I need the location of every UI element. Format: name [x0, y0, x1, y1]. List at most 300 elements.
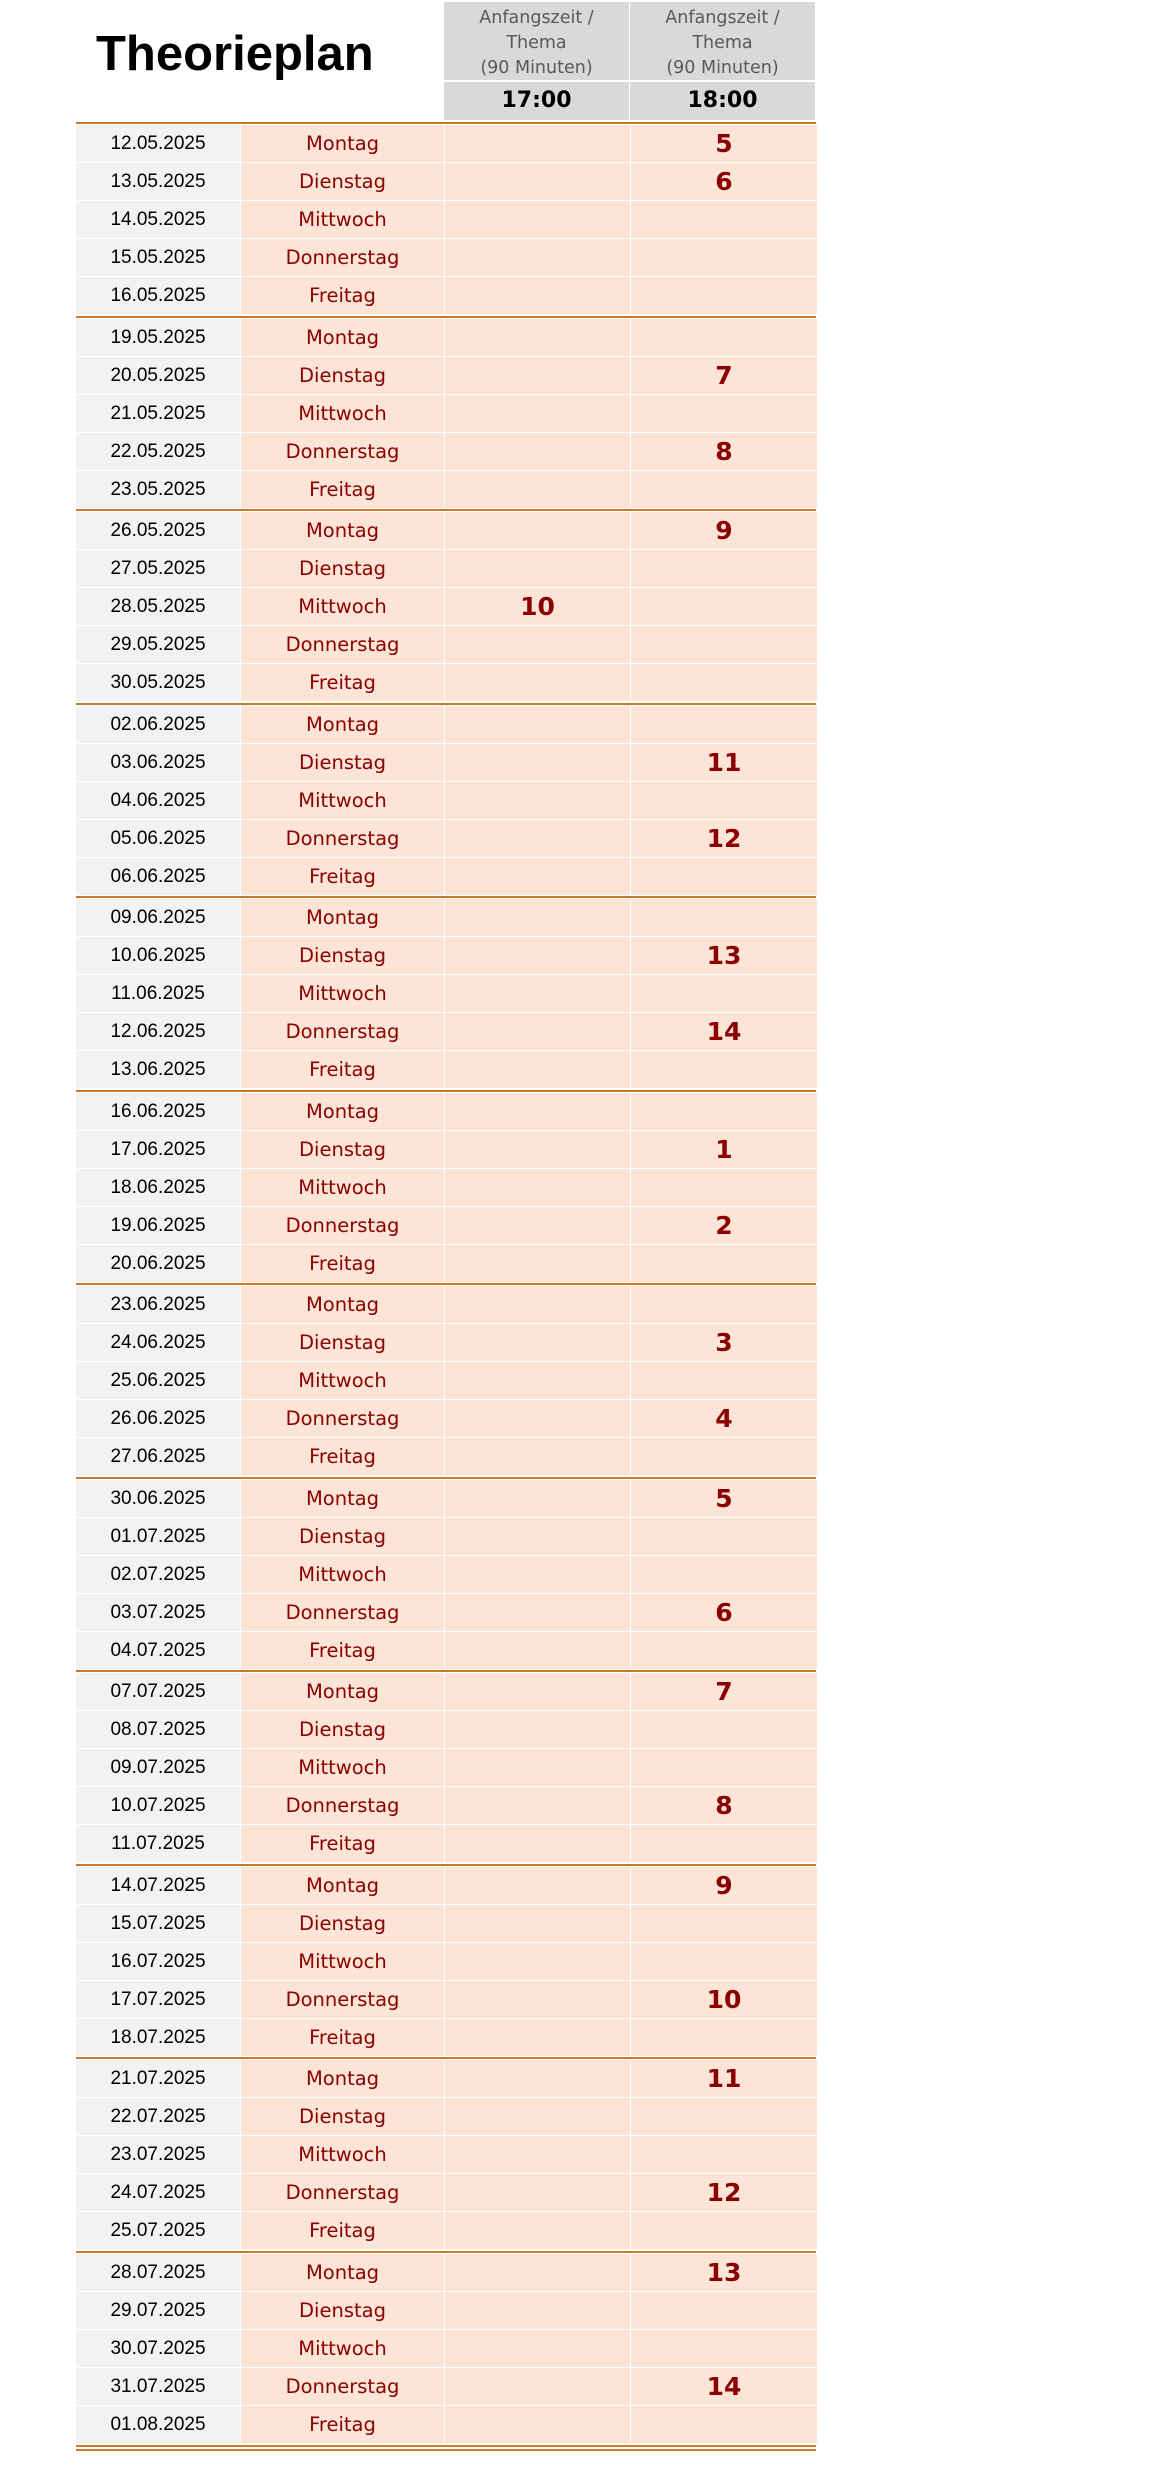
slot-1700-cell[interactable]: [444, 512, 630, 550]
weekday-cell[interactable]: Donnerstag: [240, 433, 444, 471]
slot-1800-cell[interactable]: 14: [630, 1013, 817, 1051]
weekday-cell[interactable]: Montag: [240, 125, 444, 163]
weekday-cell[interactable]: Montag: [240, 2060, 444, 2098]
table-row: [76, 2060, 816, 2098]
table-row: [76, 1825, 816, 1863]
date-cell[interactable]: 11.07.2025: [76, 1825, 240, 1863]
weekday-cell[interactable]: Montag: [240, 1867, 444, 1905]
weekday-cell[interactable]: Mittwoch: [240, 1362, 444, 1400]
slot-1700-cell[interactable]: [444, 201, 630, 239]
slot-1800-cell[interactable]: [630, 899, 817, 937]
slot-1800-cell[interactable]: [630, 1632, 817, 1670]
slot-1800-cell[interactable]: 8: [630, 1787, 817, 1825]
slot-1700-cell[interactable]: [444, 1245, 630, 1283]
column-header-2-line3: (90 Minuten): [666, 58, 779, 78]
date-cell[interactable]: 01.08.2025: [76, 2406, 240, 2444]
date-cell[interactable]: 09.06.2025: [76, 899, 240, 937]
slot-1800-cell[interactable]: [630, 664, 817, 702]
slot-1700-cell[interactable]: [444, 1518, 630, 1556]
table-row: [76, 2292, 816, 2330]
weekday-cell[interactable]: Donnerstag: [240, 626, 444, 664]
table-row: [76, 1324, 816, 1362]
weekday-cell[interactable]: Mittwoch: [240, 1169, 444, 1207]
weekday-cell[interactable]: Montag: [240, 1286, 444, 1324]
week-separator: [76, 1477, 816, 1479]
slot-1700-cell[interactable]: [444, 2368, 630, 2406]
weekday-cell[interactable]: Dienstag: [240, 1711, 444, 1749]
weekday-cell[interactable]: Donnerstag: [240, 1013, 444, 1051]
slot-1700-cell[interactable]: [444, 664, 630, 702]
slot-1700-cell[interactable]: [444, 2174, 630, 2212]
slot-1700-cell[interactable]: [444, 975, 630, 1013]
date-cell[interactable]: 29.07.2025: [76, 2292, 240, 2330]
column-header-1-line1: Anfangszeit /: [479, 8, 594, 28]
slot-1700-cell[interactable]: [444, 1825, 630, 1863]
weekday-cell[interactable]: Freitag: [240, 1438, 444, 1476]
date-cell[interactable]: 21.05.2025: [76, 395, 240, 433]
date-cell[interactable]: 31.07.2025: [76, 2368, 240, 2406]
table-row: [76, 2136, 816, 2174]
week-separator: [76, 509, 816, 511]
slot-1700-cell[interactable]: [444, 239, 630, 277]
slot-1800-cell[interactable]: 5: [630, 1480, 817, 1518]
weekday-cell[interactable]: Dienstag: [240, 357, 444, 395]
date-cell[interactable]: 01.07.2025: [76, 1518, 240, 1556]
date-cell[interactable]: 14.07.2025: [76, 1867, 240, 1905]
table-row: [76, 1013, 816, 1051]
date-cell[interactable]: 06.06.2025: [76, 858, 240, 896]
slot-1700-cell[interactable]: [444, 2330, 630, 2368]
start-time-2[interactable]: 18:00: [630, 82, 815, 120]
date-cell[interactable]: 13.05.2025: [76, 163, 240, 201]
slot-1700-cell[interactable]: [444, 706, 630, 744]
date-cell[interactable]: 24.06.2025: [76, 1324, 240, 1362]
slot-1800-cell[interactable]: [630, 1093, 817, 1131]
date-cell[interactable]: 28.07.2025: [76, 2254, 240, 2292]
table-row: [76, 1632, 816, 1670]
slot-1700-cell[interactable]: [444, 1981, 630, 2019]
table-row: [76, 1556, 816, 1594]
weekday-cell[interactable]: Dienstag: [240, 937, 444, 975]
date-cell[interactable]: 11.06.2025: [76, 975, 240, 1013]
date-cell[interactable]: 21.07.2025: [76, 2060, 240, 2098]
weekday-cell[interactable]: Mittwoch: [240, 1556, 444, 1594]
slot-1800-cell[interactable]: [630, 319, 817, 357]
date-cell[interactable]: 16.06.2025: [76, 1093, 240, 1131]
table-row: [76, 744, 816, 782]
table-row: [76, 125, 816, 163]
weekday-cell[interactable]: Donnerstag: [240, 239, 444, 277]
date-cell[interactable]: 02.07.2025: [76, 1556, 240, 1594]
slot-1800-cell[interactable]: 6: [630, 1594, 817, 1632]
slot-1800-cell[interactable]: [630, 550, 817, 588]
slot-1800-cell[interactable]: 8: [630, 433, 817, 471]
slot-1800-cell[interactable]: [630, 1749, 817, 1787]
table-row: [76, 395, 816, 433]
slot-1800-cell[interactable]: [630, 626, 817, 664]
week-separator: [76, 316, 816, 318]
slot-1700-cell[interactable]: [444, 2136, 630, 2174]
table-row: [76, 1480, 816, 1518]
weekday-cell[interactable]: Dienstag: [240, 1324, 444, 1362]
date-cell[interactable]: 23.06.2025: [76, 1286, 240, 1324]
date-cell[interactable]: 19.05.2025: [76, 319, 240, 357]
table-bottom-border-double: [76, 2449, 816, 2451]
weekday-cell[interactable]: Dienstag: [240, 1518, 444, 1556]
weekday-cell[interactable]: Dienstag: [240, 744, 444, 782]
slot-1700-cell[interactable]: [444, 357, 630, 395]
date-cell[interactable]: 10.06.2025: [76, 937, 240, 975]
slot-1800-cell[interactable]: [630, 277, 817, 315]
weekday-cell[interactable]: Mittwoch: [240, 1943, 444, 1981]
table-row: [76, 2406, 816, 2444]
slot-1800-cell[interactable]: 2: [630, 1207, 817, 1245]
weekday-cell[interactable]: Mittwoch: [240, 2330, 444, 2368]
slot-1700-cell[interactable]: [444, 1632, 630, 1670]
weekday-cell[interactable]: Freitag: [240, 1051, 444, 1089]
table-row: [76, 1594, 816, 1632]
weekday-cell[interactable]: Dienstag: [240, 2292, 444, 2330]
slot-1800-cell[interactable]: [630, 1245, 817, 1283]
week-separator: [76, 1864, 816, 1866]
slot-1700-cell[interactable]: [444, 471, 630, 509]
weekday-cell[interactable]: Freitag: [240, 664, 444, 702]
weekday-cell[interactable]: Freitag: [240, 1245, 444, 1283]
date-cell[interactable]: 20.05.2025: [76, 357, 240, 395]
week-separator: [76, 2251, 816, 2253]
start-time-1[interactable]: 17:00: [444, 82, 629, 120]
slot-1700-cell[interactable]: [444, 1787, 630, 1825]
slot-1800-cell[interactable]: 9: [630, 512, 817, 550]
weekday-cell[interactable]: Dienstag: [240, 550, 444, 588]
weekday-cell[interactable]: Freitag: [240, 2019, 444, 2057]
weekday-cell[interactable]: Mittwoch: [240, 782, 444, 820]
weekday-cell[interactable]: Montag: [240, 319, 444, 357]
table-row: [76, 2174, 816, 2212]
slot-1700-cell[interactable]: [444, 1943, 630, 1981]
table-row: [76, 512, 816, 550]
date-cell[interactable]: 25.07.2025: [76, 2212, 240, 2250]
slot-1700-cell[interactable]: [444, 433, 630, 471]
weekday-cell[interactable]: Montag: [240, 706, 444, 744]
slot-1700-cell[interactable]: [444, 1905, 630, 1943]
weekday-cell[interactable]: Freitag: [240, 277, 444, 315]
slot-1700-cell[interactable]: [444, 937, 630, 975]
weekday-cell[interactable]: Montag: [240, 899, 444, 937]
slot-1800-cell[interactable]: [630, 471, 817, 509]
date-cell[interactable]: 09.07.2025: [76, 1749, 240, 1787]
table-row: [76, 357, 816, 395]
slot-1800-cell[interactable]: [630, 1943, 817, 1981]
weekday-cell[interactable]: Dienstag: [240, 1131, 444, 1169]
slot-1800-cell[interactable]: [630, 588, 817, 626]
slot-1700-cell[interactable]: [444, 1093, 630, 1131]
slot-1800-cell[interactable]: [630, 858, 817, 896]
weekday-cell[interactable]: Freitag: [240, 858, 444, 896]
slot-1700-cell[interactable]: [444, 1594, 630, 1632]
slot-1800-cell[interactable]: [630, 975, 817, 1013]
weekday-cell[interactable]: Donnerstag: [240, 1400, 444, 1438]
slot-1700-cell[interactable]: [444, 163, 630, 201]
slot-1800-cell[interactable]: [630, 1051, 817, 1089]
slot-1800-cell[interactable]: [630, 2406, 817, 2444]
date-cell[interactable]: 18.07.2025: [76, 2019, 240, 2057]
date-cell[interactable]: 25.06.2025: [76, 1362, 240, 1400]
slot-1700-cell[interactable]: [444, 2212, 630, 2250]
date-cell[interactable]: 08.07.2025: [76, 1711, 240, 1749]
table-row: [76, 1905, 816, 1943]
date-cell[interactable]: 05.06.2025: [76, 820, 240, 858]
date-cell[interactable]: 27.06.2025: [76, 1438, 240, 1476]
slot-1700-cell[interactable]: [444, 1438, 630, 1476]
slot-1800-cell[interactable]: 11: [630, 2060, 817, 2098]
slot-1800-cell[interactable]: 11: [630, 744, 817, 782]
week-separator: [76, 1670, 816, 1672]
date-cell[interactable]: 28.05.2025: [76, 588, 240, 626]
weekday-cell[interactable]: Donnerstag: [240, 1981, 444, 2019]
slot-1800-cell[interactable]: [630, 1169, 817, 1207]
slot-1700-cell[interactable]: [444, 2292, 630, 2330]
slot-1800-cell[interactable]: [630, 1825, 817, 1863]
slot-1700-cell[interactable]: [444, 1207, 630, 1245]
slot-1800-cell[interactable]: [630, 2330, 817, 2368]
slot-1800-cell[interactable]: 14: [630, 2368, 817, 2406]
slot-1700-cell[interactable]: [444, 1169, 630, 1207]
table-row: [76, 550, 816, 588]
slot-1800-cell[interactable]: 12: [630, 820, 817, 858]
slot-1800-cell[interactable]: [630, 1518, 817, 1556]
table-row: [76, 1711, 816, 1749]
table-row: [76, 858, 816, 896]
table-row: [76, 1943, 816, 1981]
slot-1800-cell[interactable]: [630, 1905, 817, 1943]
slot-1800-cell[interactable]: 13: [630, 937, 817, 975]
column-header-2[interactable]: [630, 2, 815, 80]
slot-1800-cell[interactable]: 1: [630, 1131, 817, 1169]
slot-1700-cell[interactable]: [444, 1400, 630, 1438]
weekday-cell[interactable]: Donnerstag: [240, 1207, 444, 1245]
weekday-cell[interactable]: Montag: [240, 2254, 444, 2292]
table-row: [76, 1207, 816, 1245]
slot-1800-cell[interactable]: 7: [630, 357, 817, 395]
slot-1700-cell[interactable]: [444, 858, 630, 896]
date-cell[interactable]: 14.05.2025: [76, 201, 240, 239]
weekday-cell[interactable]: Donnerstag: [240, 2174, 444, 2212]
slot-1700-cell[interactable]: [444, 1013, 630, 1051]
date-cell[interactable]: 29.05.2025: [76, 626, 240, 664]
slot-1700-cell[interactable]: [444, 2060, 630, 2098]
date-cell[interactable]: 19.06.2025: [76, 1207, 240, 1245]
date-cell[interactable]: 15.05.2025: [76, 239, 240, 277]
weekday-cell[interactable]: Dienstag: [240, 163, 444, 201]
slot-1800-cell[interactable]: [630, 1556, 817, 1594]
weekday-cell[interactable]: Montag: [240, 1093, 444, 1131]
table-row: [76, 706, 816, 744]
slot-1700-cell[interactable]: [444, 2019, 630, 2057]
date-cell[interactable]: 02.06.2025: [76, 706, 240, 744]
date-cell[interactable]: 22.05.2025: [76, 433, 240, 471]
date-cell[interactable]: 23.07.2025: [76, 2136, 240, 2174]
week-separator: [76, 1090, 816, 1092]
slot-1800-cell[interactable]: 5: [630, 125, 817, 163]
date-cell[interactable]: 24.07.2025: [76, 2174, 240, 2212]
slot-1800-cell[interactable]: [630, 1711, 817, 1749]
week-separator: [76, 703, 816, 705]
weekday-cell[interactable]: Dienstag: [240, 2098, 444, 2136]
table-row: [76, 1169, 816, 1207]
table-row: [76, 471, 816, 509]
slot-1700-cell[interactable]: [444, 1749, 630, 1787]
table-row: [76, 1749, 816, 1787]
slot-1800-cell[interactable]: [630, 201, 817, 239]
column-header-2-line1: Anfangszeit /: [665, 8, 780, 28]
date-cell[interactable]: 03.07.2025: [76, 1594, 240, 1632]
slot-1800-cell[interactable]: [630, 2136, 817, 2174]
slot-1700-cell[interactable]: 10: [444, 588, 630, 626]
slot-1700-cell[interactable]: [444, 899, 630, 937]
slot-1800-cell[interactable]: 6: [630, 163, 817, 201]
date-cell[interactable]: 20.06.2025: [76, 1245, 240, 1283]
slot-1800-cell[interactable]: 13: [630, 2254, 817, 2292]
slot-1800-cell[interactable]: [630, 1286, 817, 1324]
date-cell[interactable]: 12.06.2025: [76, 1013, 240, 1051]
date-cell[interactable]: 10.07.2025: [76, 1787, 240, 1825]
slot-1700-cell[interactable]: [444, 1131, 630, 1169]
slot-1800-cell[interactable]: 4: [630, 1400, 817, 1438]
table-row: [76, 1286, 816, 1324]
slot-1800-cell[interactable]: 9: [630, 1867, 817, 1905]
column-header-1[interactable]: [444, 2, 629, 80]
weekday-cell[interactable]: Freitag: [240, 471, 444, 509]
slot-1700-cell[interactable]: [444, 319, 630, 357]
slot-1800-cell[interactable]: [630, 2292, 817, 2330]
date-cell[interactable]: 15.07.2025: [76, 1905, 240, 1943]
date-cell[interactable]: 04.07.2025: [76, 1632, 240, 1670]
weekday-cell[interactable]: Freitag: [240, 2406, 444, 2444]
slot-1800-cell[interactable]: 3: [630, 1324, 817, 1362]
weekday-cell[interactable]: Montag: [240, 1480, 444, 1518]
date-cell[interactable]: 12.05.2025: [76, 125, 240, 163]
slot-1700-cell[interactable]: [444, 1673, 630, 1711]
table-row: [76, 1131, 816, 1169]
slot-1800-cell[interactable]: [630, 239, 817, 277]
slot-1700-cell[interactable]: [444, 1711, 630, 1749]
weekday-cell[interactable]: Dienstag: [240, 1905, 444, 1943]
weekday-cell[interactable]: Freitag: [240, 1632, 444, 1670]
weekday-cell[interactable]: Mittwoch: [240, 975, 444, 1013]
slot-1700-cell[interactable]: [444, 1480, 630, 1518]
slot-1800-cell[interactable]: [630, 2019, 817, 2057]
week-separator: [76, 2057, 816, 2059]
slot-1800-cell[interactable]: [630, 2098, 817, 2136]
date-cell[interactable]: 30.05.2025: [76, 664, 240, 702]
column-header-1-line2: Thema: [506, 33, 567, 53]
date-cell[interactable]: 17.07.2025: [76, 1981, 240, 2019]
weekday-cell[interactable]: Freitag: [240, 1825, 444, 1863]
weekday-cell[interactable]: Montag: [240, 512, 444, 550]
slot-1700-cell[interactable]: [444, 550, 630, 588]
table-row: [76, 163, 816, 201]
slot-1700-cell[interactable]: [444, 125, 630, 163]
slot-1800-cell[interactable]: [630, 1438, 817, 1476]
weekday-cell[interactable]: Mittwoch: [240, 2136, 444, 2174]
table-row: [76, 626, 816, 664]
slot-1700-cell[interactable]: [444, 626, 630, 664]
slot-1700-cell[interactable]: [444, 1362, 630, 1400]
slot-1800-cell[interactable]: 7: [630, 1673, 817, 1711]
slot-1700-cell[interactable]: [444, 395, 630, 433]
date-cell[interactable]: 04.06.2025: [76, 782, 240, 820]
weekday-cell[interactable]: Mittwoch: [240, 201, 444, 239]
slot-1700-cell[interactable]: [444, 1051, 630, 1089]
date-cell[interactable]: 18.06.2025: [76, 1169, 240, 1207]
date-cell[interactable]: 27.05.2025: [76, 550, 240, 588]
table-row: [76, 1051, 816, 1089]
slot-1700-cell[interactable]: [444, 2098, 630, 2136]
slot-1700-cell[interactable]: [444, 2254, 630, 2292]
slot-1800-cell[interactable]: [630, 2212, 817, 2250]
table-row: [76, 782, 816, 820]
slot-1700-cell[interactable]: [444, 1286, 630, 1324]
table-row: [76, 588, 816, 626]
weekday-cell[interactable]: Mittwoch: [240, 588, 444, 626]
weekday-cell[interactable]: Donnerstag: [240, 1787, 444, 1825]
table-row: [76, 319, 816, 357]
slot-1700-cell[interactable]: [444, 277, 630, 315]
weekday-cell[interactable]: Donnerstag: [240, 2368, 444, 2406]
slot-1700-cell[interactable]: [444, 744, 630, 782]
page-title: Theorieplan: [96, 27, 374, 81]
slot-1700-cell[interactable]: [444, 1324, 630, 1362]
table-row: [76, 201, 816, 239]
weekday-cell[interactable]: Donnerstag: [240, 1594, 444, 1632]
table-row: [76, 1093, 816, 1131]
date-cell[interactable]: 26.06.2025: [76, 1400, 240, 1438]
slot-1700-cell[interactable]: [444, 820, 630, 858]
slot-1800-cell[interactable]: 10: [630, 1981, 817, 2019]
weekday-cell[interactable]: Donnerstag: [240, 820, 444, 858]
date-cell[interactable]: 26.05.2025: [76, 512, 240, 550]
slot-1700-cell[interactable]: [444, 1867, 630, 1905]
date-cell[interactable]: 22.07.2025: [76, 2098, 240, 2136]
date-cell[interactable]: 13.06.2025: [76, 1051, 240, 1089]
date-cell[interactable]: 07.07.2025: [76, 1673, 240, 1711]
slot-1700-cell[interactable]: [444, 2406, 630, 2444]
slot-1800-cell[interactable]: [630, 782, 817, 820]
weekday-cell[interactable]: Mittwoch: [240, 395, 444, 433]
weekday-cell[interactable]: Freitag: [240, 2212, 444, 2250]
date-cell[interactable]: 16.05.2025: [76, 277, 240, 315]
date-cell[interactable]: 30.07.2025: [76, 2330, 240, 2368]
slot-1800-cell[interactable]: [630, 706, 817, 744]
weekday-cell[interactable]: Montag: [240, 1673, 444, 1711]
slot-1700-cell[interactable]: [444, 1556, 630, 1594]
table-row: [76, 975, 816, 1013]
table-row: [76, 1400, 816, 1438]
weekday-cell[interactable]: Mittwoch: [240, 1749, 444, 1787]
week-separator: [76, 896, 816, 898]
slot-1800-cell[interactable]: [630, 1362, 817, 1400]
table-row: [76, 1673, 816, 1711]
date-cell[interactable]: 03.06.2025: [76, 744, 240, 782]
date-cell[interactable]: 30.06.2025: [76, 1480, 240, 1518]
date-cell[interactable]: 16.07.2025: [76, 1943, 240, 1981]
slot-1700-cell[interactable]: [444, 782, 630, 820]
slot-1800-cell[interactable]: [630, 395, 817, 433]
date-cell[interactable]: 23.05.2025: [76, 471, 240, 509]
slot-1800-cell[interactable]: 12: [630, 2174, 817, 2212]
date-cell[interactable]: 17.06.2025: [76, 1131, 240, 1169]
